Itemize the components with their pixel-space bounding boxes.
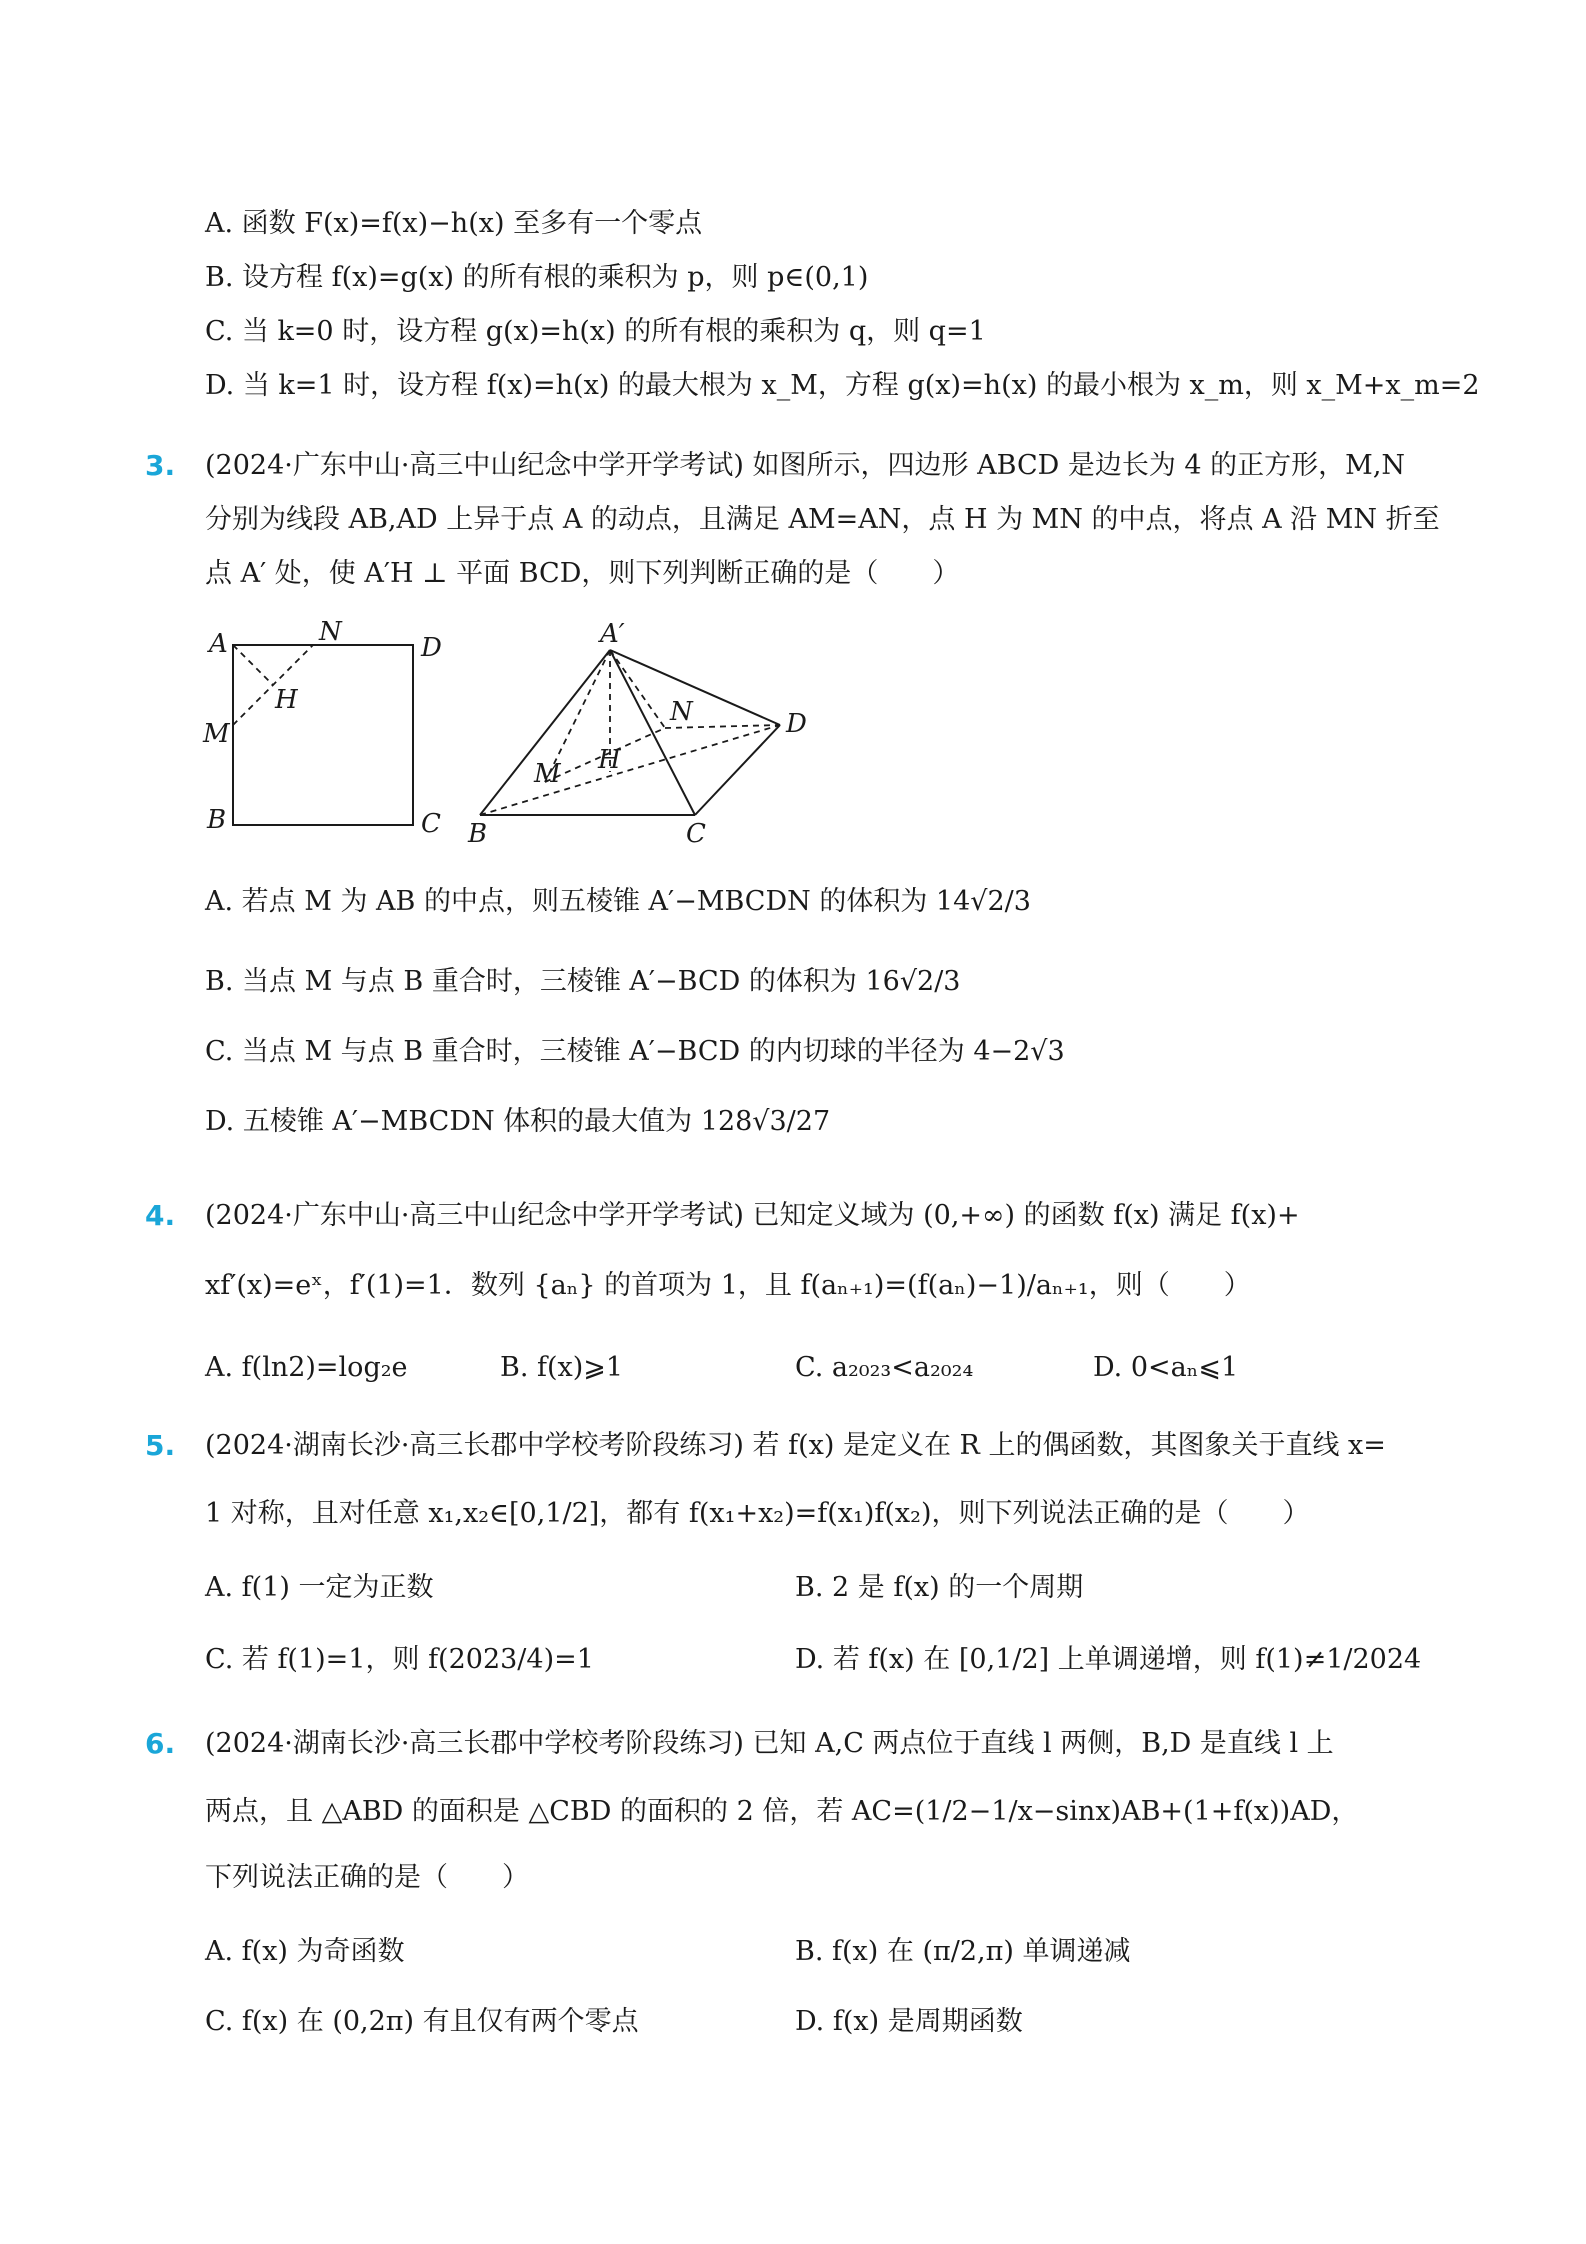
q3-figure-pyramid: [460, 610, 830, 850]
fig1-label-n: N: [319, 617, 342, 647]
q6-stem-line-3: 下列说法正确的是（ ）: [205, 1862, 529, 1893]
q5-option-c: C. 若 f(1)=1，则 f(2023/4)=1: [205, 1644, 594, 1675]
fig2-label-a-prime: A′: [600, 619, 625, 649]
q2-option-b: B. 设方程 f(x)=g(x) 的所有根的乘积为 p，则 p∈(0,1): [205, 262, 869, 293]
q4-option-d: D. 0<aₙ⩽1: [1093, 1352, 1239, 1383]
q3-option-d: D. 五棱锥 A′−MBCDN 体积的最大值为 128√3/27: [205, 1106, 831, 1137]
fig2-label-b: B: [468, 819, 488, 849]
q2-option-c: C. 当 k=0 时，设方程 g(x)=h(x) 的所有根的乘积为 q，则 q=1: [205, 316, 986, 347]
q3-stem-line-1: (2024·广东中山·高三中山纪念中学开学考试) 如图所示，四边形 ABCD 是边长为 4 的正方形，M,N: [205, 450, 1406, 481]
q6-option-c: C. f(x) 在 (0,2π) 有且仅有两个零点: [205, 2006, 639, 2037]
q4-stem-line-1: (2024·广东中山·高三中山纪念中学开学考试) 已知定义域为 (0,+∞) 的函数 f(x) 满足 f(x)+: [205, 1200, 1300, 1231]
q5-option-d: D. 若 f(x) 在 [0,1/2] 上单调递增，则 f(1)≠1/2024: [795, 1644, 1422, 1675]
q5-stem-line-1: (2024·湖南长沙·高三长郡中学校考阶段练习) 若 f(x) 是定义在 R 上的偶函数，其图象关于直线 x=: [205, 1430, 1386, 1461]
q6-option-d: D. f(x) 是周期函数: [795, 2006, 1023, 2037]
q5-option-a: A. f(1) 一定为正数: [205, 1572, 434, 1603]
fig2-label-n: N: [670, 697, 693, 727]
q4-number: 4.: [145, 1199, 176, 1232]
q3-option-a: A. 若点 M 为 AB 的中点，则五棱锥 A′−MBCDN 的体积为 14√2/3: [205, 886, 1031, 917]
fig2-label-c: C: [686, 819, 706, 849]
q3-option-c: C. 当点 M 与点 B 重合时，三棱锥 A′−BCD 的内切球的半径为 4−2√3: [205, 1036, 1065, 1067]
q5-option-b: B. 2 是 f(x) 的一个周期: [795, 1572, 1084, 1603]
q3-stem-line-2: 分别为线段 AB,AD 上异于点 A 的动点，且满足 AM=AN，点 H 为 MN 的中点，将点 A 沿 MN 折至: [205, 504, 1440, 535]
fig1-label-b: B: [207, 805, 227, 835]
q5-number: 5.: [145, 1429, 176, 1462]
q3-figure-square: [195, 610, 455, 850]
q4-option-a: A. f(ln2)=log₂e: [205, 1352, 408, 1383]
q6-number: 6.: [145, 1727, 176, 1760]
fig2-label-h: H: [598, 745, 621, 775]
q4-option-c: C. a₂₀₂₃<a₂₀₂₄: [795, 1352, 974, 1383]
q3-number: 3.: [145, 449, 176, 482]
q3-option-b: B. 当点 M 与点 B 重合时，三棱锥 A′−BCD 的体积为 16√2/3: [205, 966, 961, 997]
fig1-label-d: D: [421, 633, 442, 663]
fig1-label-a: A: [209, 629, 228, 659]
q6-option-b: B. f(x) 在 (π/2,π) 单调递减: [795, 1936, 1131, 1967]
fig1-label-m: M: [203, 719, 230, 749]
fig2-label-m: M: [534, 759, 561, 789]
q6-stem-line-2: 两点，且 △ABD 的面积是 △CBD 的面积的 2 倍，若 AC=(1/2−1/x−sinx)AB+(1+f(x))AD，: [205, 1796, 1359, 1827]
fig1-label-h: H: [275, 685, 298, 715]
q6-stem-line-1: (2024·湖南长沙·高三长郡中学校考阶段练习) 已知 A,C 两点位于直线 l 两侧，B,D 是直线 l 上: [205, 1728, 1334, 1759]
q2-option-d: D. 当 k=1 时，设方程 f(x)=h(x) 的最大根为 x_M，方程 g(x)=h(x) 的最小根为 x_m，则 x_M+x_m=2: [205, 370, 1480, 401]
fig2-label-d: D: [786, 709, 807, 739]
q4-stem-line-2: xf′(x)=eˣ，f′(1)=1．数列 {aₙ} 的首项为 1，且 f(aₙ₊₁)=(f(aₙ)−1)/aₙ₊₁，则（ ）: [205, 1270, 1251, 1301]
fig1-label-c: C: [421, 809, 441, 839]
q4-option-b: B. f(x)⩾1: [500, 1352, 624, 1383]
q2-option-a: A. 函数 F(x)=f(x)−h(x) 至多有一个零点: [205, 208, 703, 239]
q3-stem-line-3: 点 A′ 处，使 A′H ⊥ 平面 BCD，则下列判断正确的是（ ）: [205, 558, 960, 589]
q6-option-a: A. f(x) 为奇函数: [205, 1936, 405, 1967]
q5-stem-line-2: 1 对称，且对任意 x₁,x₂∈[0,1/2]，都有 f(x₁+x₂)=f(x₁)f(x₂)，则下列说法正确的是（ ）: [205, 1498, 1310, 1529]
